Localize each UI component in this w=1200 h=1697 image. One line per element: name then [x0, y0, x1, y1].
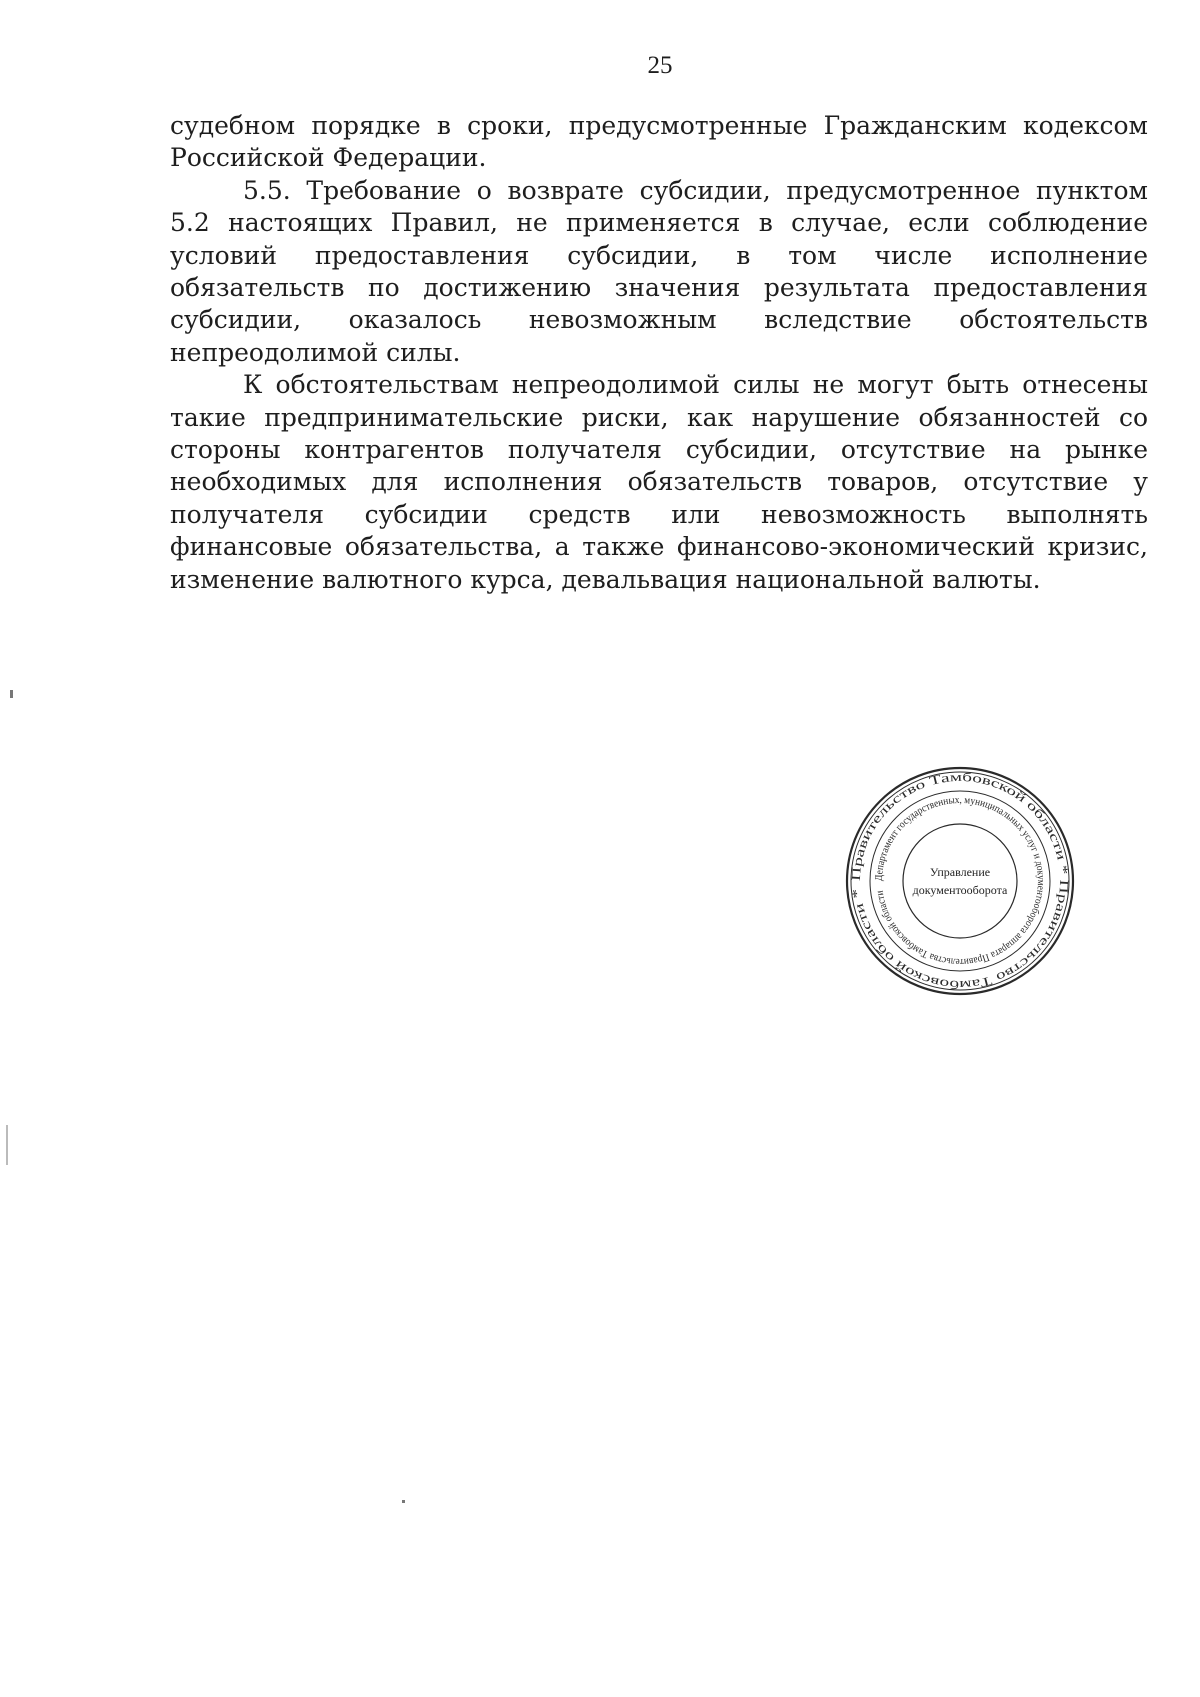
page-number: 25 [647, 52, 673, 79]
seal-center-line1: Управление [929, 865, 991, 879]
document-body [170, 110, 1148, 596]
seal-center-line2: документооборота [912, 883, 1008, 897]
seal-outer-text: Правительство Тамбовской области * Правительство Тамбовской области * [848, 769, 1072, 993]
scan-artifact [6, 1125, 8, 1165]
paragraph-continuation: судебном порядке в сроки, предусмотренные Гражданским кодексом Российской Федерации. [170, 111, 1148, 173]
paragraph-5-5: 5.5. Требование о возврате субсидии, предусмотренное пунктом 5.2 настоящих Правил, не применяется в случае, если соблюдение условий предоставления субсидии, в том числе исполнение обязательств по достижению значения результата предоставления субсидии, оказалось невозможным вследствие обстоятельств непреодолимой силы. [170, 175, 1148, 367]
official-seal [845, 766, 1075, 996]
seal-inner-circle [903, 824, 1017, 938]
seal-middle-circle [870, 791, 1050, 971]
seal-inner-text: Департамент государственных, муниципальных услуг и документооборота аппарата Правительства Тамбовской области [873, 794, 1047, 968]
scan-artifact [402, 1500, 405, 1503]
seal-graphic [845, 766, 1075, 996]
scan-artifact [10, 690, 13, 698]
paragraph-force-majeure: К обстоятельствам непреодолимой силы не могут быть отнесены такие предпринимательские риски, как нарушение обязанностей со стороны контрагентов получателя субсидии, отсутствие на рынке необходимых для исполнения обязательств товаров, отсутствие у получателя субсидии средств или невозможность выполнять финансовые обязательства, а также финансово-экономический кризис, изменение валютного курса, девальвация национальной валюты. [170, 370, 1148, 594]
